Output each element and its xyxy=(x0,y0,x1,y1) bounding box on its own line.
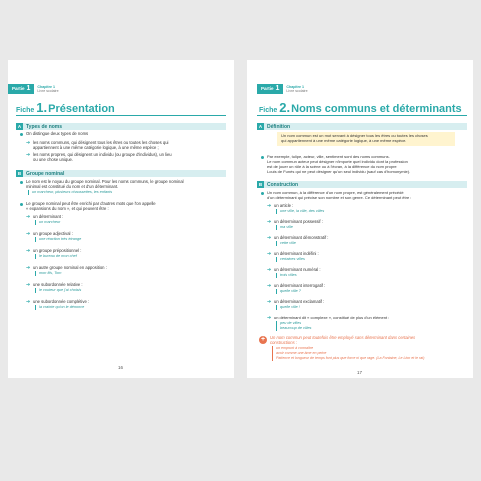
bullet-icon xyxy=(20,133,23,136)
arrow-icon: ➔ xyxy=(26,299,31,305)
title-rule xyxy=(16,115,226,116)
arrow-icon: ➔ xyxy=(267,299,272,305)
bullet-icon xyxy=(20,181,23,184)
arrow-icon: ➔ xyxy=(267,251,272,257)
plus-icon: + xyxy=(260,336,266,343)
arrow-icon: ➔ xyxy=(267,235,272,241)
section-header-b: B Construction xyxy=(257,181,467,188)
bullet-icon xyxy=(20,203,23,206)
page-title: Fiche 1. Présentation xyxy=(16,100,115,115)
part-tab: Partie 1 Chapitre 1 Livre scolaire xyxy=(257,84,308,94)
example-bar xyxy=(28,190,29,195)
arrow-icon: ➔ xyxy=(26,248,31,254)
arrow-icon: ➔ xyxy=(26,152,31,158)
section-header-b: B Groupe nominal xyxy=(16,170,226,177)
left-page: Partie 1 Chapitre 1 Livre scolaire Fiche 1. Présentation A Types de noms On distingue deux types de noms ➔ les noms communs, qui désignent tous les êtres ou toutes les choses qui appartiennent à une même catégorie logique, à une même espèce ; ➔ les noms propres, qui désignent un individu (ou groupe d'individus), un lieu ou une chose unique. B Groupe nominal Le nom est le noyau du groupe nominal. Pour les noms communs, le groupe nominal minimal est constitué du nom et d'un déterminant. un marcheur, plusieurs chaussettes, les enfants Le groupe nominal peut être enrichi par d'autres mots que l'on appelle « expansions du nom », et qui peuvent être : ➔ un déterminant : un marcheur ➔ un groupe adjectival : une réaction très étrange ➔ un groupe prépositionnel : le bureau de mon chef ➔ un autre groupe nominal en apposition : mon fils, Tom ➔ une subordonnée relative : le couteur que j'ai choisis ➔ une subordonnée complétive : la crainte qu'on le dénonce 16 xyxy=(8,60,234,378)
arrow-icon: ➔ xyxy=(26,282,31,288)
bullet-icon xyxy=(261,192,264,195)
arrow-icon: ➔ xyxy=(26,214,31,220)
arrow-icon: ➔ xyxy=(26,231,31,237)
title-rule xyxy=(257,115,467,116)
section-header-a: A Types de noms xyxy=(16,123,226,130)
section-header-a: A Définition xyxy=(257,123,467,130)
arrow-icon: ➔ xyxy=(267,219,272,225)
bullet-icon xyxy=(261,156,264,159)
arrow-icon: ➔ xyxy=(267,283,272,289)
part-tab: Partie 1 Chapitre 1 Livre scolaire xyxy=(8,84,59,94)
arrow-icon: ➔ xyxy=(26,140,31,146)
page-number: 16 xyxy=(118,365,124,370)
arrow-icon: ➔ xyxy=(267,267,272,273)
page-number: 17 xyxy=(357,370,363,375)
arrow-icon: ➔ xyxy=(267,203,272,209)
arrow-icon: ➔ xyxy=(26,265,31,271)
page-title: Fiche 2. Noms communs et déterminants xyxy=(259,100,462,115)
right-page: Partie 1 Chapitre 1 Livre scolaire Fiche 2. Noms communs et déterminants A Définition Un nom commun est un mot servant à désigner tous les êtres ou toutes les choses qui appartiennent à une même catégorie logique, à une même espèce. Par exemple, tulipe, acteur, ville, sentiment sont des noms communs. Le nom commun acteur peut désigner n'importe quel individu dont la profession est de jouer un rôle à la scène ou à l'écran, à la différence du nom propre Louis de Funès qui ne peut désigner qu'un seul individu (sauf cas d'homonymie). B Construction Un nom commun, à la différence d'un nom propre, est généralement précédé d'un déterminant qui précise son nombre et son genre. Ce déterminant peut être : ➔ un article : une ville, la ville, des villes ➔ un déterminant possessif : ma ville ➔ un déterminant démonstratif : cette ville ➔ un déterminant indéfini : certaines villes ➔ un déterminant numéral : trois villes ➔ un déterminant interrogatif : quelle ville ? ➔ un déterminant exclamatif : quelle ville ! ➔ un déterminant dit « complexe », constitué de plus d'un élément : peu de villes beaucoup de villes + Un nom commun peut toutefois être employé sans déterminant dans certaines constructions : un emprunt à connaître avoir comme une âme en peine Patience et longueur de temps font plus que force ni que rage. (La Fontaine, Le Lion et le rat) 17 xyxy=(247,60,473,378)
arrow-icon: ➔ xyxy=(267,315,272,321)
